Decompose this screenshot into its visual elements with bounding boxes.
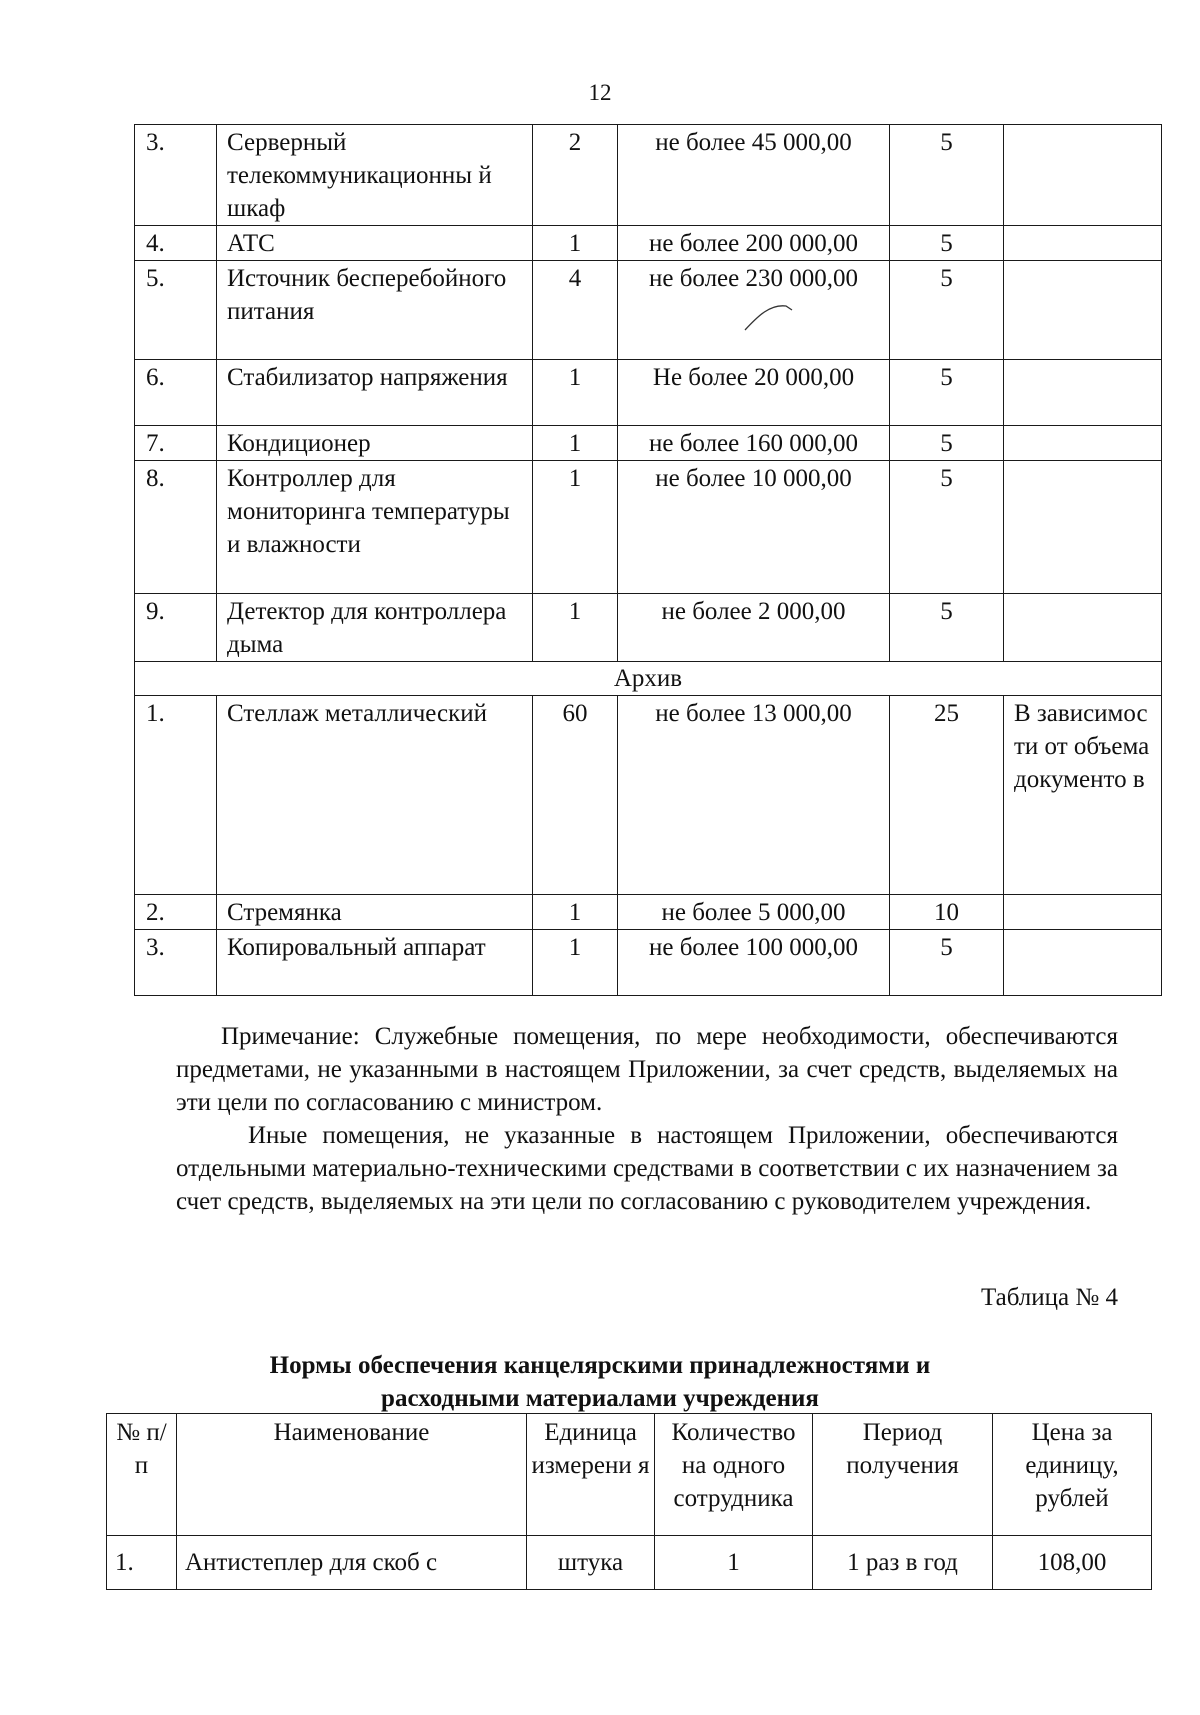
row-number: 3. — [135, 930, 217, 996]
table-title-line: Нормы обеспечения канцелярскими принадлежностями и — [269, 1352, 931, 1379]
table-row — [135, 461, 1162, 594]
item-quantity: 1 — [533, 360, 618, 426]
column-header: Количество на одного сотрудника — [655, 1414, 813, 1536]
item-note: В зависимос ти от объема документо в — [1004, 696, 1162, 895]
column-header: Цена за единицу, рублей — [993, 1414, 1152, 1536]
table-row — [135, 261, 1162, 360]
item-quantity: 1 — [533, 226, 618, 261]
item-name: Антистеплер для скоб с — [177, 1536, 527, 1590]
item-price: не более 200 000,00 — [618, 226, 890, 261]
section-row — [135, 662, 1162, 696]
item-name: Стремянка — [217, 895, 533, 930]
item-note — [1004, 461, 1162, 594]
item-name: Контроллер для мониторинга температуры и влажности — [217, 461, 533, 594]
item-service-years: 10 — [890, 895, 1004, 930]
row-number: 1. — [107, 1536, 177, 1590]
item-name: Стеллаж металлический — [217, 696, 533, 895]
item-quantity: 1 — [655, 1536, 813, 1590]
item-note — [1004, 261, 1162, 360]
table-row — [135, 125, 1162, 226]
item-quantity: 1 — [533, 426, 618, 461]
item-quantity: 1 — [533, 930, 618, 996]
item-name: Источник бесперебойного питания — [217, 261, 533, 360]
item-name: Стабилизатор напряжения — [217, 360, 533, 426]
table-row — [107, 1536, 1152, 1590]
item-note — [1004, 426, 1162, 461]
item-note — [1004, 360, 1162, 426]
section-title: Архив — [135, 662, 1162, 696]
table-caption: Таблица № 4 — [980, 1284, 1118, 1311]
table-row — [135, 360, 1162, 426]
item-price: не более 10 000,00 — [618, 461, 890, 594]
note-paragraph: Примечание: Служебные помещения, по мере необходимости, обеспечиваются предметами, не указанными в настоящем Приложении, за счет средств, выделяемых на эти цели по согласованию с министром. — [176, 1023, 1118, 1116]
item-service-years: 5 — [890, 594, 1004, 662]
item-service-years: 5 — [890, 930, 1004, 996]
item-service-years: 25 — [890, 696, 1004, 895]
item-service-years: 5 — [890, 125, 1004, 226]
page-number: 12 — [588, 80, 612, 105]
item-quantity: 2 — [533, 125, 618, 226]
item-quantity: 1 — [533, 461, 618, 594]
note-paragraph: Иные помещения, не указанные в настоящем Приложении, обеспечиваются отдельными материально-техническими средствами в соответствии с их назначением за счет средств, выделяемых на эти цели по согласованию с руководителем учреждения. — [176, 1122, 1118, 1215]
table-title — [0, 1349, 1200, 1415]
item-service-years: 5 — [890, 226, 1004, 261]
row-number: 1. — [135, 696, 217, 895]
item-period: 1 раз в год — [813, 1536, 993, 1590]
item-note — [1004, 895, 1162, 930]
column-header: Период получения — [813, 1414, 993, 1536]
item-price: не более 5 000,00 — [618, 895, 890, 930]
item-service-years: 5 — [890, 360, 1004, 426]
row-number: 8. — [135, 461, 217, 594]
item-price: не более 2 000,00 — [618, 594, 890, 662]
item-price: не более 230 000,00 — [618, 261, 890, 360]
item-name: Серверный телекоммуникационны й шкаф — [217, 125, 533, 226]
item-name: Копировальный аппарат — [217, 930, 533, 996]
column-header: № п/п — [107, 1414, 177, 1536]
row-number: 5. — [135, 261, 217, 360]
supplies-table — [106, 1413, 1152, 1590]
item-service-years: 5 — [890, 461, 1004, 594]
table-title-line: расходными материалами учреждения — [381, 1385, 819, 1412]
item-quantity: 60 — [533, 696, 618, 895]
item-unit: штука — [527, 1536, 655, 1590]
row-number: 6. — [135, 360, 217, 426]
column-header: Единица измерени я — [527, 1414, 655, 1536]
table-row — [135, 930, 1162, 996]
item-service-years: 5 — [890, 261, 1004, 360]
table-row — [135, 696, 1162, 895]
item-price: Не более 20 000,00 — [618, 360, 890, 426]
note-block — [176, 1020, 1118, 1218]
item-quantity: 1 — [533, 895, 618, 930]
item-quantity: 1 — [533, 594, 618, 662]
table-row — [135, 594, 1162, 662]
item-note — [1004, 226, 1162, 261]
item-price: не более 13 000,00 — [618, 696, 890, 895]
item-price: не более 160 000,00 — [618, 426, 890, 461]
row-number: 4. — [135, 226, 217, 261]
row-number: 7. — [135, 426, 217, 461]
row-number: 2. — [135, 895, 217, 930]
row-number: 9. — [135, 594, 217, 662]
table-header-row — [107, 1414, 1152, 1536]
item-price: не более 100 000,00 — [618, 930, 890, 996]
item-name: АТС — [217, 226, 533, 261]
item-note — [1004, 930, 1162, 996]
item-note — [1004, 594, 1162, 662]
item-price: 108,00 — [993, 1536, 1152, 1590]
item-price: не более 45 000,00 — [618, 125, 890, 226]
item-service-years: 5 — [890, 426, 1004, 461]
item-note — [1004, 125, 1162, 226]
table-row — [135, 426, 1162, 461]
table-row — [135, 895, 1162, 930]
table-row — [135, 226, 1162, 261]
item-name: Кондиционер — [217, 426, 533, 461]
equipment-table — [134, 124, 1162, 996]
row-number: 3. — [135, 125, 217, 226]
item-name: Детектор для контроллера дыма — [217, 594, 533, 662]
column-header: Наименование — [177, 1414, 527, 1536]
item-quantity: 4 — [533, 261, 618, 360]
handwritten-mark — [740, 296, 800, 336]
